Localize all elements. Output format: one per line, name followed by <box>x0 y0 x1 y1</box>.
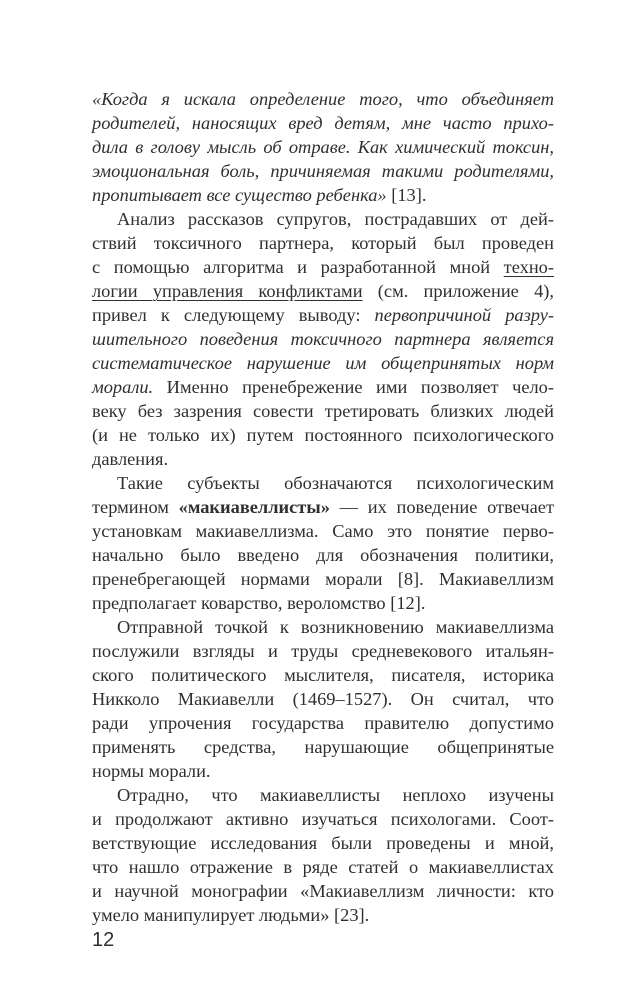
text-run: (см. приложение 4), <box>362 281 554 301</box>
paragraph-line <box>92 735 554 759</box>
text-run: Такие субъекты обозначаются психологическим <box>117 473 554 493</box>
text-run: начально было введено для обозначения политики, <box>92 545 554 565</box>
text-run: установкам макиавеллизма. Само это понятие перво- <box>92 521 554 541</box>
paragraph-line <box>92 255 554 279</box>
paragraph-line <box>92 543 554 567</box>
text-run: ствий токсичного партнера, который был проведен <box>92 233 554 253</box>
text-run: (и не только их) путем постоянного психологического <box>92 425 554 445</box>
bold-term: «макиавеллисты» <box>178 497 330 517</box>
text-run: нормы морали. <box>92 761 211 781</box>
paragraph-line <box>92 303 554 327</box>
text-run: послужили взгляды и труды средневекового итальян- <box>92 641 554 661</box>
paragraph-line <box>92 423 554 447</box>
paragraph-line <box>117 783 554 807</box>
text-run: Никколо Макиавелли (1469–1527). Он считал, что <box>92 689 554 709</box>
text-run: Именно пренебрежение ими позволяет чело- <box>153 377 554 397</box>
quote-line <box>92 183 426 207</box>
text-run: Отправной точкой к возникновению макиавеллизма <box>117 617 554 637</box>
underlined-link[interactable]: техно- <box>503 257 554 277</box>
paragraph-line <box>92 279 554 303</box>
text-run: ветствующие исследования были проведены и мной, <box>92 833 554 853</box>
text-run: что нашло отражение в ряде статей о макиавеллистах <box>92 857 554 877</box>
quote-line <box>92 159 554 183</box>
paragraph-line <box>92 759 211 783</box>
text-run: давления. <box>92 449 169 469</box>
text-run: применять средства, нарушающие общепринятые <box>92 737 554 757</box>
text-run: — их поведение отвечает <box>329 497 554 517</box>
text-run: термином <box>92 497 179 517</box>
paragraph-line <box>92 903 369 927</box>
italic-text: родителей, наносящих вред детям, мне часто прихо- <box>92 113 554 133</box>
paragraph-line <box>92 663 554 687</box>
paragraph-line <box>92 639 554 663</box>
paragraph-line <box>92 327 554 351</box>
paragraph-line <box>92 591 425 615</box>
paragraph-line <box>92 375 554 399</box>
paragraph-line <box>92 447 168 471</box>
paragraph-line <box>92 519 554 543</box>
text-run: и научной монографии «Макиавеллизм личности: кто <box>92 881 554 901</box>
text-run: с помощью алгоритма и разработанной мной <box>92 257 504 277</box>
paragraph-line <box>117 471 554 495</box>
quote-line <box>92 135 554 159</box>
italic-text: систематическое нарушение им общепринятых норм <box>92 353 554 373</box>
text-run: предполагает коварство, вероломство [12]. <box>92 593 426 613</box>
paragraph-line <box>92 351 554 375</box>
paragraph-line <box>92 399 554 423</box>
paragraph-line <box>117 615 554 639</box>
paragraph-line <box>92 231 554 255</box>
paragraph-line <box>117 207 554 231</box>
italic-text: «Когда я искала определение того, что объединяет <box>92 89 554 109</box>
paragraph-line <box>92 687 554 711</box>
quote-line <box>92 111 554 135</box>
italic-text: шительного поведения токсичного партнера является <box>92 329 554 349</box>
italic-text: дила в голову мысль об отраве. Как химический токсин, <box>92 137 554 157</box>
underlined-link[interactable]: логии управления конфликтами <box>92 281 363 301</box>
quote-line <box>92 87 554 111</box>
text-run: Отрадно, что макиавеллисты неплохо изучены <box>117 785 554 805</box>
paragraph-line <box>92 855 554 879</box>
paragraph-line <box>92 879 554 903</box>
italic-text: пропитывает все существо ребенка» <box>92 185 392 205</box>
italic-text: морали. <box>92 377 154 397</box>
italic-text: первопричиной разру- <box>374 305 554 325</box>
text-run: пренебрегающей нормами морали [8]. Макиавеллизм <box>92 569 554 589</box>
paragraph-line <box>92 711 554 735</box>
text-run: умело манипулирует людьми» [23]. <box>92 905 370 925</box>
paragraph-line <box>92 567 554 591</box>
text-run: веку без зазрения совести третировать близких людей <box>92 401 554 421</box>
paragraph-line <box>92 807 554 831</box>
text-run: и продолжают активно изучаться психологами. Соот- <box>92 809 554 829</box>
text-run: привел к следующему выводу: <box>92 305 375 325</box>
text-run: Анализ рассказов супругов, пострадавших от дей- <box>117 209 554 229</box>
paragraph-line <box>92 831 554 855</box>
text-run: ского политического мыслителя, писателя, историка <box>92 665 554 685</box>
page-number: 12 <box>92 929 115 951</box>
italic-text: эмоциональная боль, причиняемая такими родителями, <box>92 161 554 181</box>
text-run: ради упрочения государства правителю допустимо <box>92 713 554 733</box>
paragraph-line <box>92 495 554 519</box>
text-run: [13]. <box>391 185 427 205</box>
